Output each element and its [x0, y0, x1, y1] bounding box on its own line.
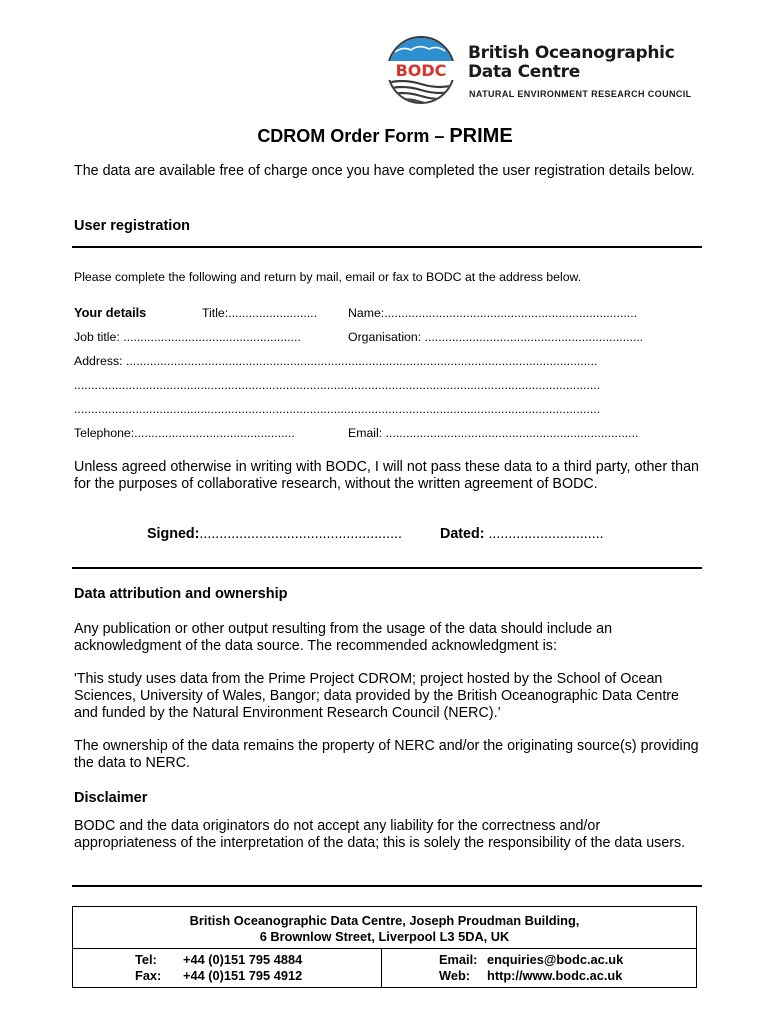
dated-label: Dated:: [440, 526, 485, 542]
disclaimer-heading: Disclaimer: [74, 790, 148, 806]
address-line-2[interactable]: ..........................................................................................................................................................: [74, 378, 601, 392]
your-details-label: Your details: [74, 305, 147, 320]
attribution-para-1: Any publication or other output resulting from the usage of the data should include an acknowledgment of the data source. The recommended acknowledgment is:: [74, 621, 613, 654]
date-line[interactable]: [440, 526, 604, 542]
org-name-line2: Data Centre: [468, 62, 580, 82]
dated-field[interactable]: .............................: [484, 526, 604, 542]
tel-label: Tel:: [135, 952, 157, 967]
signed-field[interactable]: ...................................................: [199, 526, 403, 542]
title-field[interactable]: Title:..........................: [202, 306, 318, 320]
fax-label: Fax:: [135, 968, 162, 983]
address-line-2: 6 Brownlow Street, Liverpool L3 5DA, UK: [259, 929, 510, 944]
job-title-field[interactable]: Job title: ....................................................: [74, 330, 301, 344]
council-name: NATURAL ENVIRONMENT RESEARCH COUNCIL: [469, 89, 692, 99]
email-link[interactable]: enquiries@bodc.ac.uk: [487, 952, 624, 967]
organisation-name: [468, 44, 674, 82]
name-field[interactable]: Name:..........................................................................: [348, 306, 638, 320]
web-link[interactable]: http://www.bodc.ac.uk: [487, 968, 623, 983]
signature-line[interactable]: [147, 526, 402, 542]
email-label: Email:: [439, 952, 478, 967]
org-name-line1: British Oceanographic: [468, 43, 675, 63]
contact-box: [72, 906, 697, 988]
contact-divider: [73, 948, 696, 949]
address-field[interactable]: Address: ..........................................................................................................................................: [74, 354, 598, 368]
page-title: [0, 125, 770, 148]
email-field[interactable]: Email: ..........................................................................: [348, 426, 639, 440]
title-emphasis: PRIME: [449, 125, 513, 147]
bodc-logo: [381, 34, 461, 106]
contact-divider-vertical: [381, 948, 382, 988]
contact-address: [73, 913, 696, 945]
web-label: Web:: [439, 968, 471, 983]
address-line-1: British Oceanographic Data Centre, Joseph Proudman Building,: [189, 913, 580, 928]
logo-text: BODC: [395, 61, 447, 80]
disclaimer-text: BODC and the data originators do not accept any liability for the correctness and/or appropriateness of the interpretation of the data; this is solely the responsibility of the data users.: [74, 818, 686, 851]
attribution-heading: Data attribution and ownership: [74, 586, 288, 602]
intro-text: The data are available free of charge once you have completed the user registration details below.: [74, 163, 695, 179]
registration-instructions: Please complete the following and return by mail, email or fax to BODC at the address below.: [74, 270, 582, 284]
telephone-field[interactable]: Telephone:...............................................: [74, 426, 295, 440]
ownership-text: The ownership of the data remains the property of NERC and/or the originating source(s) providing the data to NERC.: [74, 738, 699, 771]
organisation-field[interactable]: Organisation: ................................................................: [348, 330, 644, 344]
fax-value: +44 (0)151 795 4912: [183, 968, 303, 983]
signed-label: Signed:: [147, 526, 200, 542]
attribution-acknowledgment: 'This study uses data from the Prime Project CDROM; project hosted by the School of Ocean Sciences, University of Wales, Bangor; data provided by the British Oceanographic Data Centre and funded by the Natural Environment Research Council (NERC).’: [74, 671, 680, 721]
tel-value: +44 (0)151 795 4884: [183, 952, 303, 967]
section-divider: [72, 246, 702, 248]
address-line-3[interactable]: ..........................................................................................................................................................: [74, 402, 601, 416]
agreement-text: Unless agreed otherwise in writing with BODC, I will not pass these data to a third party, other than for the purposes of collaborative research, without the written agreement of BODC.: [74, 459, 699, 492]
title-main: CDROM Order Form –: [257, 126, 450, 146]
user-registration-heading: User registration: [74, 218, 191, 234]
section-divider: [72, 885, 702, 887]
section-divider: [72, 567, 702, 569]
